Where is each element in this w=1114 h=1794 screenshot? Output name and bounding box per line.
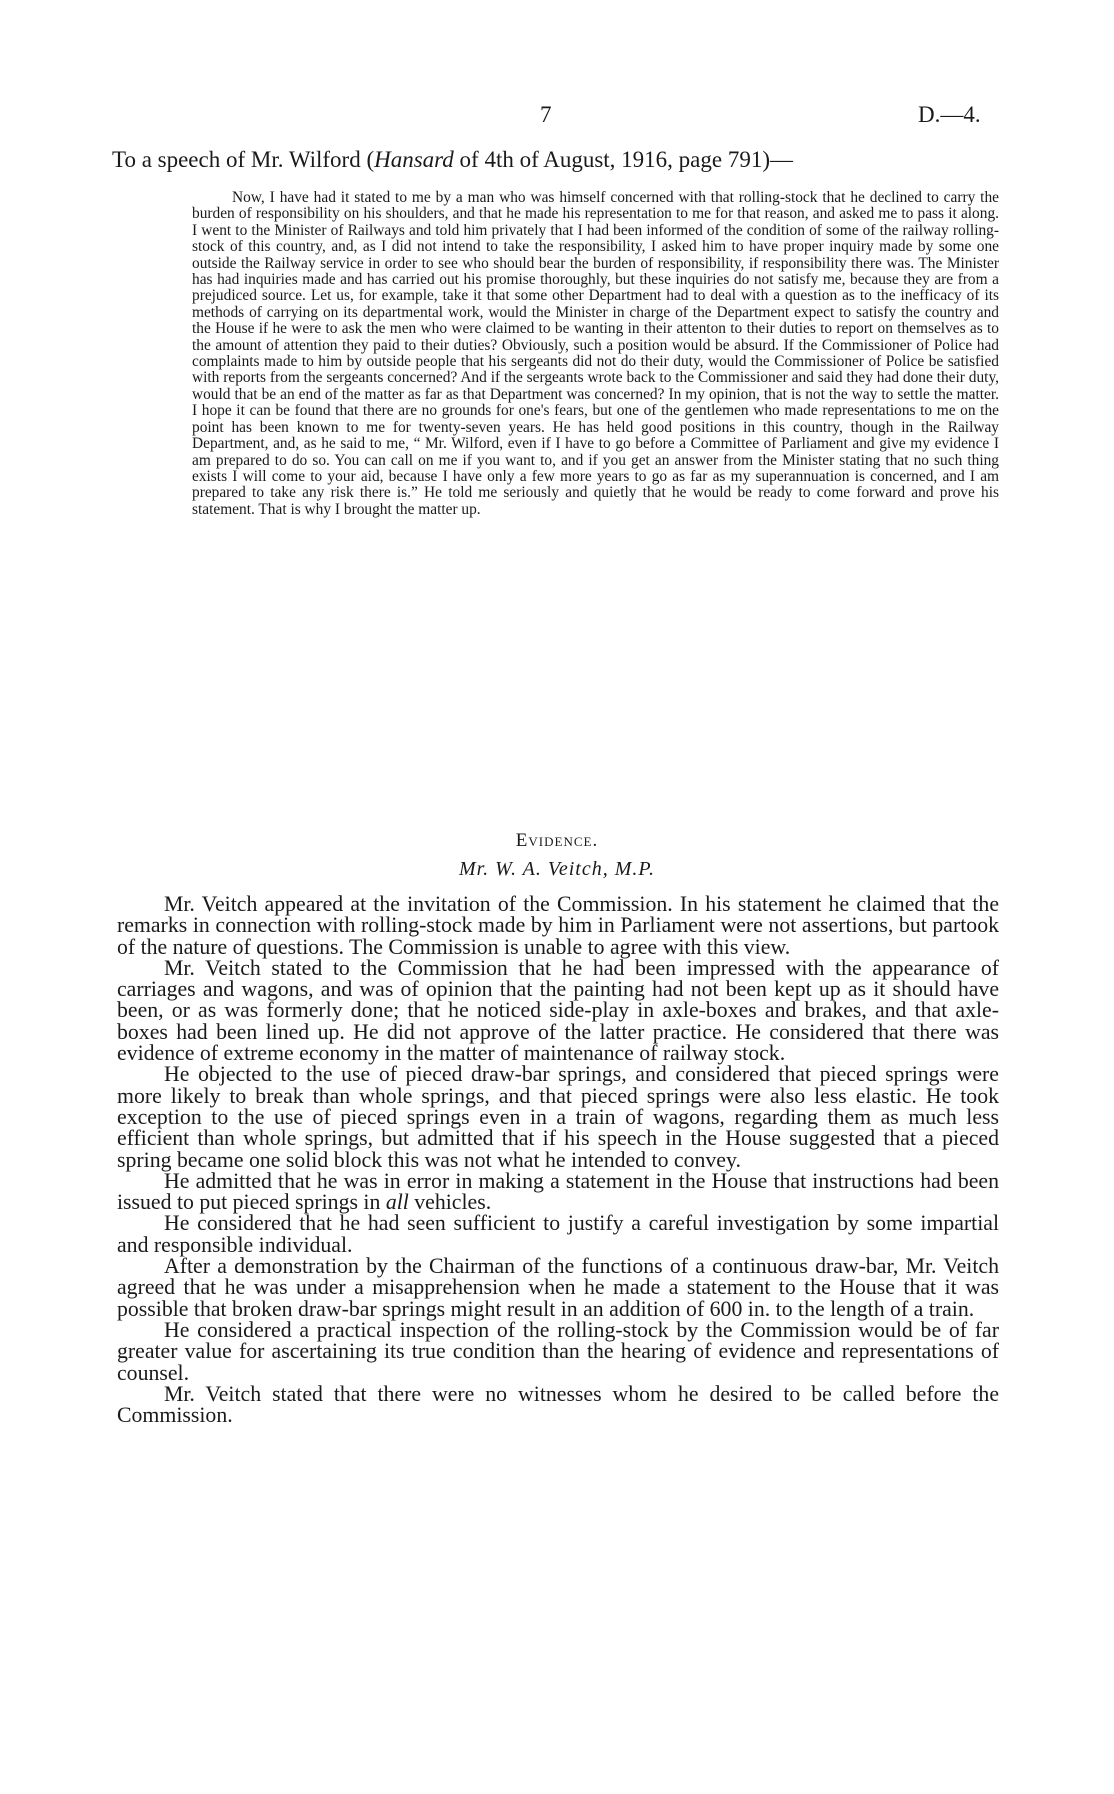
page-number: 7 <box>540 102 552 127</box>
evidence-body <box>117 894 999 1426</box>
intro-source: Hansard <box>374 147 454 172</box>
speech-quote <box>192 190 999 518</box>
evidence-text: vehicles. <box>408 1190 492 1215</box>
witness-name: Mr. W. A. Veitch, M.P. <box>458 858 656 880</box>
intro-suffix: of 4th of August, 1916, page 791)— <box>453 147 793 172</box>
evidence-paragraph: Mr. Veitch appeared at the invitation of the Commission. In his statement he claimed that the remarks in connection with rolling-stock made by him in Parliament were not assertions, but partook of the nature of questions. The Commission is unable to agree with this view. <box>117 892 999 959</box>
speech-intro <box>112 147 1012 173</box>
quote-paragraph: Now, I have had it stated to me by a man who was himself concerned with that rolling-stock that he declined to carry the burden of responsibility on his shoulders, and that he made his representation to me for that reason, and asked me to pass it along. I went to the Minister of Railways and told him privately that I had been informed of the condition of some of the railway rolling-stock of this country, and, as I did not intend to take the responsibility, I asked him to have proper inquiry made by some one outside the Railway service in order to see who should bear the burden of responsibility, if responsibility there was. The Minister has had inquiries made and has carried out his promise thoroughly, but these inquiries do not satisfy me, because they are from a prejudiced source. Let us, for example, take it that some other Department had to deal with a question as to the inefficacy of its methods of carrying on its departmental work, would the Minister in charge of the Department expect to satisfy the country and the House if he were to ask the men who were claimed to be wanting in their attenton to their duties to report on themselves as to the amount of attention they paid to their duties? Obviously, such a position would be absurd. If the Commissioner of Police had complaints made to him by outside people that his sergeants did not do their duty, would the Commissioner of Police be satisfied with reports from the sergeants concerned? And if the sergeants wrote back to the Commissioner and said they had done their duty, would that be an end of the matter as far as that Department was concerned? In my opinion, that is not the way to settle the matter. I hope it can be found that there are no grounds for one's fears, but one of the gentlemen who made representations to me on the point has been known to me for twenty-seven years. He has held good positions in this country, though in the Railway Department, and, as he said to me, “ Mr. Wilford, even if I have to go before a Committee of Parliament and give my evidence I am prepared to do so. You can call on me if you want to, and if you get an answer from the Minister stating that no such thing exists I will come to your aid, because I have only a few more years to go as far as my superannuation is concerned, and I am prepared to take any risk there is.” He told me seriously and quietly that he would be ready to come forward and prove his statement. That is why I brought the matter up. <box>192 189 999 518</box>
emphasis-all: all <box>385 1190 409 1215</box>
evidence-paragraph: After a demonstration by the Chairman of the functions of a continuous draw-bar, Mr. Veitch agreed that he was under a misapprehension when he made a statement to the House that it was possible that broken draw-bar springs might result in an addition of 600 in. to the length of a train. <box>117 1254 999 1321</box>
section-heading: Evidence. <box>515 830 599 851</box>
evidence-paragraph <box>117 1168 999 1215</box>
evidence-paragraph: Mr. Veitch stated to the Commission that he had been impressed with the appearance of carriages and wagons, and was of opinion that the painting had not been kept up as it should have been, or as was formerly done; that he noticed side-play in axle-boxes and brakes, and that axle-boxes had been lined up. He did not approve of the latter practice. He considered that there was evidence of extreme economy in the matter of maintenance of railway stock. <box>117 955 999 1066</box>
document-reference: D.—4. <box>918 102 981 127</box>
intro-prefix: To a speech of Mr. Wilford ( <box>112 147 375 172</box>
evidence-paragraph: He considered a practical inspection of the rolling-stock by the Commission would be of far greater value for ascertaining its true condition than the hearing of evidence and representations of counsel. <box>117 1317 999 1385</box>
evidence-paragraph: He considered that he had seen sufficient to justify a careful investigation by some impartial and responsible individual. <box>117 1211 999 1257</box>
evidence-paragraph: He objected to the use of pieced draw-bar springs, and considered that pieced springs were more likely to break than whole springs, and that pieced springs were also less elastic. He took exception to the use of pieced springs even in a train of wagons, regarding them as much less efficient than whole springs, but admitted that if his speech in the House suggested that a pieced spring became one solid block this was not what he intended to convey. <box>117 1062 999 1172</box>
evidence-paragraph: Mr. Veitch stated that there were no witnesses whom he desired to be called before the Commission. <box>117 1381 999 1428</box>
evidence-text: He admitted that he was in error in making a statement in the House that instructions had been issued to put pieced springs in <box>117 1168 999 1215</box>
